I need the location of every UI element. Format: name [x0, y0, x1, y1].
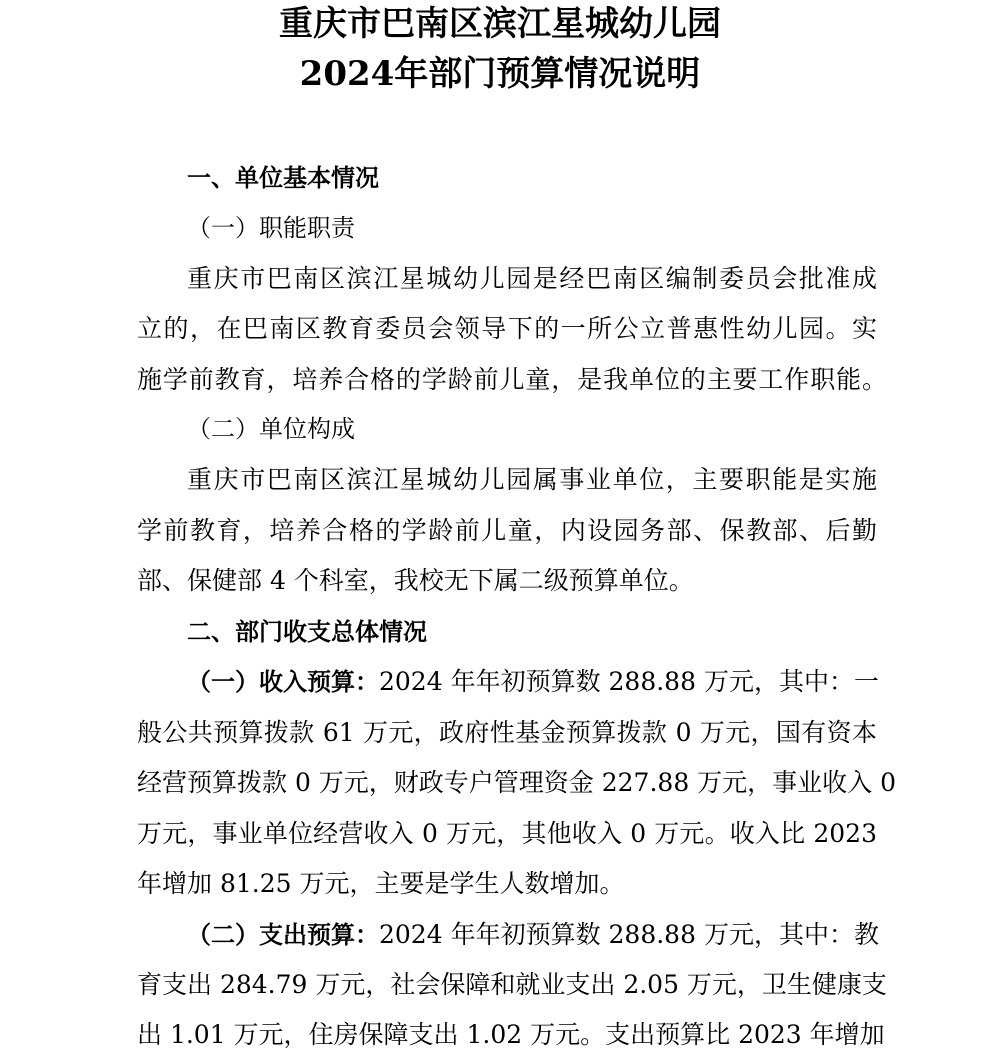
section-heading-budget-overview: 二、部门收支总体情况 — [187, 618, 427, 646]
paragraph-line: 育支出 284.79 万元，社会保障和就业支出 2.05 万元，卫生健康支 — [137, 970, 887, 999]
paragraph-line: 万元，事业单位经营收入 0 万元，其他收入 0 万元。收入比 2023 — [137, 819, 877, 848]
paragraph-line: 般公共预算拨款 61 万元，政府性基金预算拨款 0 万元，国有资本 — [137, 718, 877, 747]
paragraph-line: 立的，在巴南区教育委员会领导下的一所公立普惠性幼儿园。实 — [137, 314, 877, 343]
subsection-heading-duties: （一）职能职责 — [187, 214, 355, 242]
paragraph-line: 部、保健部 4 个科室，我校无下属二级预算单位。 — [137, 566, 694, 595]
document-title-line-2: 2024年部门预算情况说明 — [299, 54, 701, 94]
paragraph-line: 施学前教育，培养合格的学龄前儿童，是我单位的主要工作职能。 — [137, 365, 887, 394]
expense-first-line — [187, 919, 877, 951]
expense-label: （二）支出预算： — [187, 921, 379, 949]
income-first-line — [187, 666, 877, 698]
paragraph-line: 2024 年年初预算数 288.88 万元，其中：教 — [379, 920, 879, 949]
document-title-line-1: 重庆市巴南区滨江星城幼儿园 — [279, 4, 721, 44]
income-label: （一）收入预算： — [187, 668, 379, 696]
subsection-heading-composition: （二）单位构成 — [187, 415, 355, 443]
paragraph-line: 学前教育，培养合格的学龄前儿童，内设园务部、保教部、后勤 — [137, 516, 877, 545]
paragraph-line: 重庆市巴南区滨江星城幼儿园是经巴南区编制委员会批准成 — [187, 264, 877, 293]
paragraph-line: 重庆市巴南区滨江星城幼儿园属事业单位，主要职能是实施 — [187, 465, 877, 494]
paragraph-line: 2024 年年初预算数 288.88 万元，其中：一 — [379, 667, 879, 696]
paragraph-line: 出 1.01 万元，住房保障支出 1.02 万元。支出预算比 2023 年增加 — [137, 1020, 885, 1049]
paragraph-line: 年增加 81.25 万元，主要是学生人数增加。 — [137, 869, 625, 898]
paragraph-line: 经营预算拨款 0 万元，财政专户管理资金 227.88 万元，事业收入 0 — [137, 768, 897, 797]
section-heading-basic-info: 一、单位基本情况 — [187, 164, 379, 192]
